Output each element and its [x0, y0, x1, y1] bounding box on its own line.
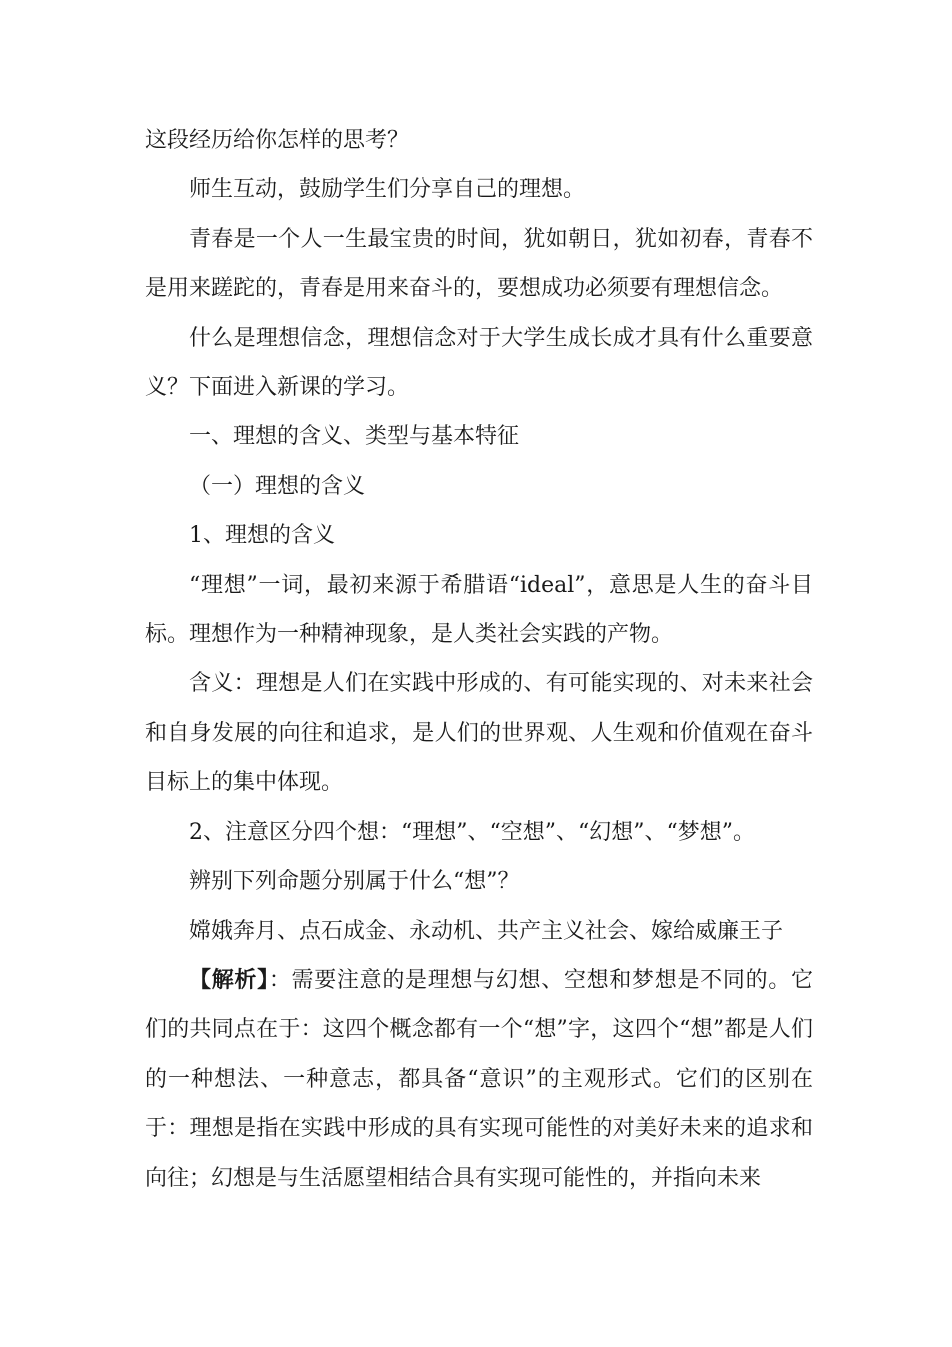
paragraph-quiz-prompt: 辨别下列命题分别属于什么“想”？ [189, 869, 520, 895]
item-heading-2: 2、注意区分四个想：“理想”、“空想”、“幻想”、“梦想”。 [189, 819, 755, 845]
document-body [145, 116, 813, 1203]
subsection-heading-1: （一）理想的含义 [189, 473, 366, 499]
paragraph-interaction: 师生互动，鼓励学生们分享自己的理想。 [189, 177, 586, 203]
paragraph-analysis [145, 956, 813, 1203]
paragraph-ideal-origin: “理想”一词，最初来源于希腊语“ideal”，意思是人生的奋斗目标。理想作为一种精神现象，是人类社会实践的产物。 [145, 572, 813, 648]
section-heading-1: 一、理想的含义、类型与基本特征 [189, 424, 520, 450]
paragraph-ideal-definition: 含义：理想是人们在实践中形成的、有可能实现的、对未来社会和自身发展的向往和追求，是人们的世界观、人生观和价值观在奋斗目标上的集中体现。 [145, 671, 813, 796]
analysis-text: ：需要注意的是理想与幻想、空想和梦想是不同的。它们的共同点在于：这四个概念都有一个“想”字，这四个“想”都是人们的一种想法、一种意志，都具备“意识”的主观形式。它们的区别在于：理想是指在实践中形成的具有实现可能性的对美好未来的追求和向往；幻想是与生活愿望相结合具有实现可能性的，并指向未来 [145, 967, 813, 1191]
item-heading-1: 1、理想的含义 [189, 523, 335, 549]
paragraph-reflection-question: 这段经历给你怎样的思考？ [145, 128, 410, 153]
analysis-label: 【解析】 [189, 966, 269, 993]
paragraph-youth: 青春是一个人一生最宝贵的时间，犹如朝日，犹如初春，青春不是用来蹉跎的，青春是用来奋斗的，要想成功必须要有理想信念。 [145, 226, 813, 302]
paragraph-quiz-items: 嫦娥奔月、点石成金、永动机、共产主义社会、嫁给威廉王子 [189, 918, 784, 944]
paragraph-ideal-belief-question: 什么是理想信念，理想信念对于大学生成长成才具有什么重要意义？下面进入新课的学习。 [145, 325, 813, 401]
